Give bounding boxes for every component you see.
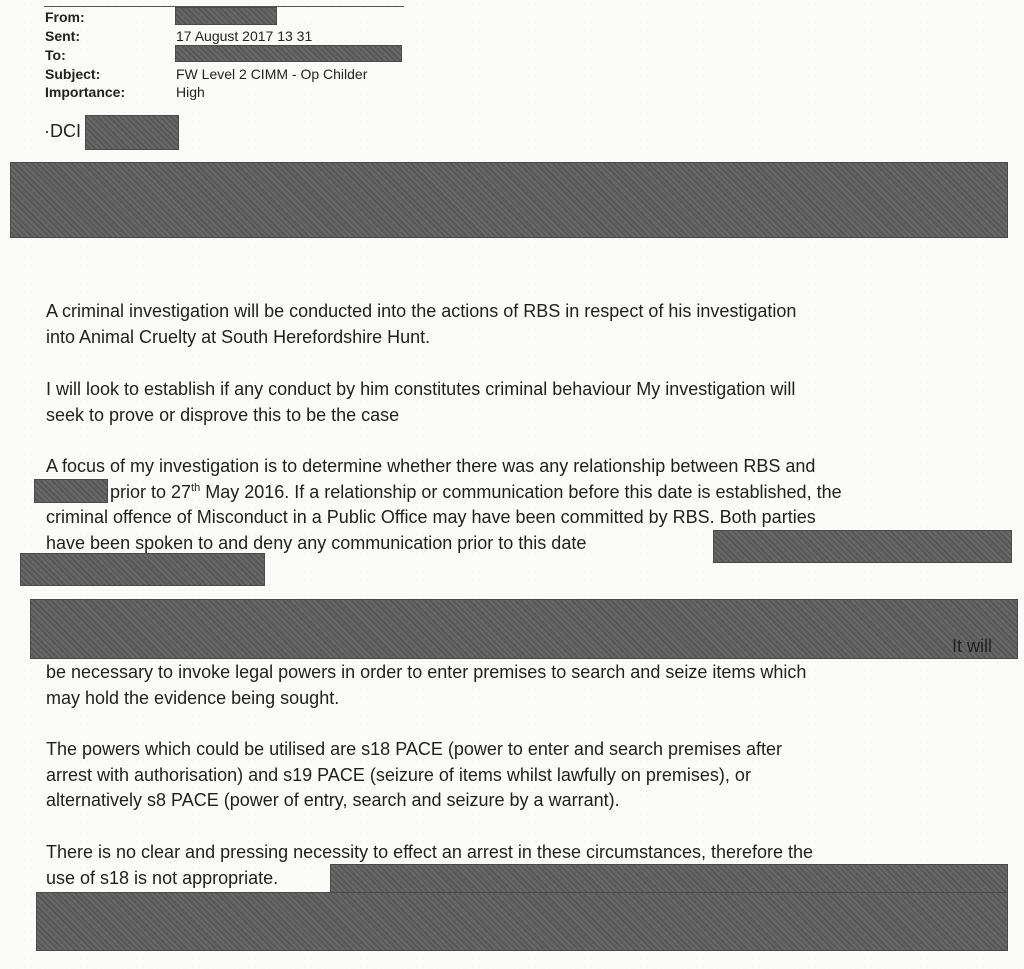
paragraph-1 (46, 299, 986, 350)
paragraph-line: be necessary to invoke legal powers in order to enter premises to search and seize items which (46, 662, 807, 682)
redaction-block-2 (30, 599, 1018, 659)
text-fragment: May 2016. If a relationship or communication before this date is established, the (200, 481, 842, 502)
redaction-party-name (34, 479, 108, 503)
sent-value: 17 August 2017 13 31 (176, 28, 313, 44)
salutation: ·DCI (44, 121, 81, 141)
paragraph-line: A focus of my investigation is to determine whether there was any relationship between RBS and (46, 456, 816, 476)
subject-label: Subject: (45, 66, 101, 82)
ordinal-suffix: th (191, 481, 201, 494)
subject-value: FW Level 2 CIMM - Op Childer (176, 66, 368, 82)
paragraph-line: may hold the evidence being sought. (46, 687, 340, 708)
redaction-to (175, 45, 402, 62)
paragraph-4 (46, 660, 986, 711)
paragraph-4-tail: It will (952, 636, 992, 656)
paragraph-line: use of s18 is not appropriate. (46, 867, 279, 888)
paragraph-line: seek to prove or disprove this to be the case (46, 404, 400, 425)
importance-label: Importance: (45, 84, 126, 100)
paragraph-line: A criminal investigation will be conducted into the actions of RBS in respect of his investigation (46, 301, 797, 321)
paragraph-line: I will look to establish if any conduct by him constitutes criminal behaviour My investigation will (46, 379, 796, 399)
redaction-line-start (20, 553, 265, 586)
paragraph-line: into Animal Cruelty at South Herefordshire Hunt. (46, 326, 431, 347)
sent-label: Sent: (45, 28, 80, 44)
from-label: From: (45, 9, 85, 25)
text-fragment: prior to 27 (110, 481, 192, 502)
paragraph-line: arrest with authorisation) and s19 PACE (seizure of items whilst lawfully on premises), or (46, 764, 751, 785)
paragraph-line: have been spoken to and deny any communication prior to this date (46, 532, 587, 553)
paragraph-2 (46, 377, 986, 428)
paragraph-line: criminal offence of Misconduct in a Public Office may have been committed by RBS. Both parties (46, 507, 816, 527)
redaction-line-end (713, 530, 1012, 563)
redaction-block-1 (10, 162, 1008, 238)
paragraph-line (46, 480, 986, 506)
paragraph-5 (46, 737, 986, 814)
paragraph-line: alternatively s8 PACE (power of entry, search and seizure by a warrant). (46, 790, 620, 810)
redaction-block-3 (36, 892, 1008, 951)
paragraph-line: The powers which could be utilised are s18 PACE (power to enter and search premises after (46, 739, 783, 759)
to-label: To: (45, 47, 66, 63)
importance-value: High (176, 84, 205, 100)
paragraph-line: There is no clear and pressing necessity to effect an arrest in these circumstances, therefore the (46, 842, 814, 862)
redaction-salutation-name (85, 115, 179, 150)
redaction-from (175, 7, 277, 25)
